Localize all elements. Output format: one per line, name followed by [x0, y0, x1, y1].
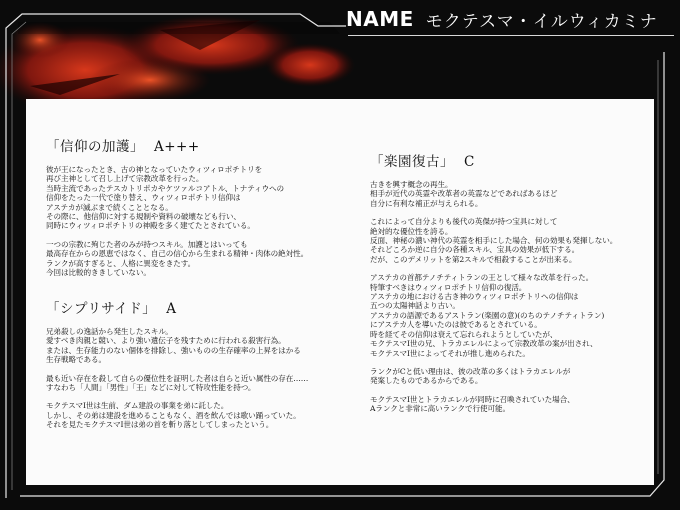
servant-name: モクテスマ・イルウィカミナ — [425, 11, 658, 32]
skill-panel — [26, 99, 654, 485]
skill-title: 「シプリサイド」 — [46, 301, 157, 317]
skill-text: ランクがCと低い理由は、彼の改革の多くはトラカエレルが 発案したものであるからである。 — [370, 366, 571, 386]
skill-text: アステカの首都テノチティトランの王として様々な改革を行った。 特筆すべきはウィツィロポチトリ信仰の復活。 アステカの地における古き神のウィツィロポチトリへの信仰は 五つの太陽神話より古い。 アステカの語源であるアストラン(楽園の意)(のちのテノチティトラン) にアステカ人を導いたのは彼であるとされている。 時を経てその信仰は衰えて忘れられようとしていたが、 モクテスマⅠ世の兄、トラカエレルによって宗教改革の案が出され、 モクテスマⅠ世によってそれが推し進められた。 — [370, 273, 605, 358]
skill-heading — [46, 135, 308, 155]
skill-text: これによって自分よりも後代の英傑が持つ宝具に対して 絶対的な優位性を誇る。 反面、神秘の濃い神代の英霊を相手にした場合、何の効果も発揮しない。 それどころか逆に自分の各種スキル、宝具の効果が低下する。 だが、このデメリットを第2スキルで相殺することが出来る。 — [370, 217, 618, 264]
skill-text: 古きを興す概念の再生。 相手が近代の英霊や改革者の英霊などであればあるほど 自分に有利な補正が与えられる。 — [370, 180, 558, 208]
skill-rank: C — [464, 154, 475, 170]
skill-text: 最も近い存在を殺して自らの優位性を証明した者は自らと近い属性の存在…… すなわち「人間」「男性」「王」などに対して特攻性能を持つ。 — [46, 373, 309, 393]
skill-rank: A — [166, 301, 177, 317]
skill-heading — [370, 150, 617, 170]
skill-faith — [46, 135, 308, 277]
skill-text: 兄弟殺しの逸話から発生したスキル。 愛すべき肉親と競い、より強い遺伝子を残すために行われる殺害行為。 または、生存能力のない個体を排除し、強いものの生存確率の上昇をはかる 生存戦略である。 — [46, 327, 301, 365]
skill-rank: A+++ — [154, 139, 200, 155]
name-underline — [348, 35, 674, 36]
name-header — [346, 6, 658, 32]
skill-heading — [46, 297, 308, 317]
skill-text: モクテスマⅠ世とトラカエレルが同時に召喚されていた場合、 Aランクと非常に高いランクで行使可能。 — [370, 394, 575, 414]
skill-text: 一つの宗教に殉じた者のみが持つスキル。加護とはいっても 最高存在からの恩恵ではなく、自己の信心から生まれる精神・肉体の絶対性。 ランクが高すぎると、人格に異変をきたす。 今回は比較的ききしていない。 — [46, 239, 309, 278]
skill-title: 「信仰の加護」 — [46, 139, 144, 155]
skill-text: モクテスマⅠ世は生前、ダム建設の事業を弟に託した。 しかし、その弟は建設を進めることもなく、酒を飲んでは歌い踊っていた。 それを見たモクテスマⅠ世は弟の首を斬り落としてしまったという。 — [46, 401, 301, 430]
skill-parricide — [46, 297, 308, 430]
skill-text: 彼が王になったとき、古の神となっていたウィツィロポチトリを 再び主神として召し上げて宗教改革を行った。 当時主流であったテスカトリポカやケツァルコアトル、トナティウへの 信仰をたった一代で塗り替え、ウィツィロポチトリ信仰は アステカが滅ぶまで続くこととなる。 その際に、他信仰に対する規制や資料の破壊なども行い、 同時にウィツィロポチトリの神殿を多く建てたとされている。 — [46, 165, 285, 231]
name-label: NAME — [346, 7, 414, 31]
skill-title: 「楽園復古」 — [370, 154, 454, 170]
skill-paradise — [370, 150, 617, 414]
